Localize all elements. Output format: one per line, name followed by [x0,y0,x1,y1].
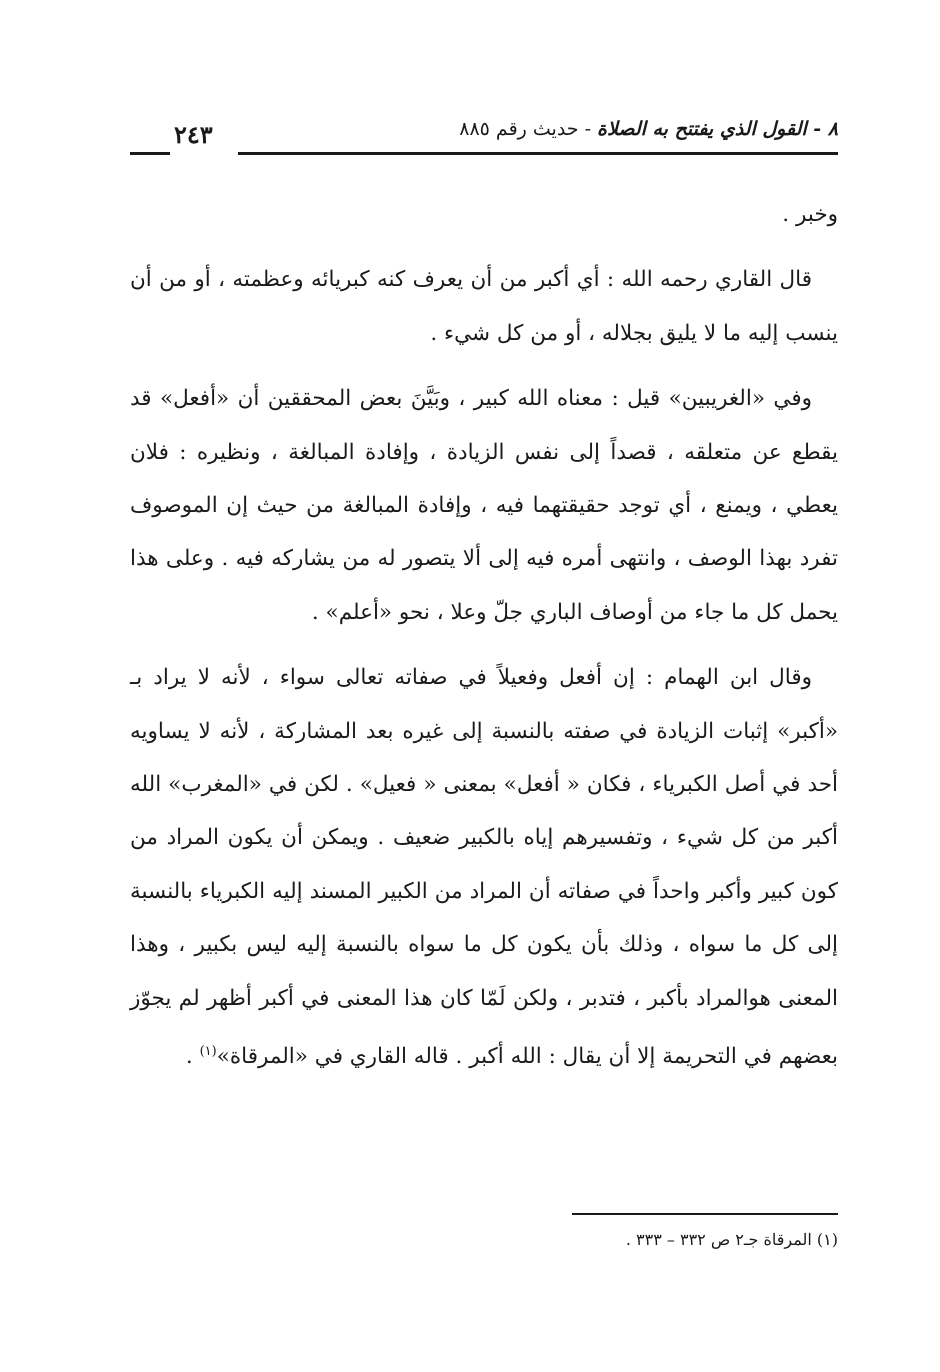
header-title [459,118,838,140]
footnote-marker: (١) [199,1044,217,1060]
paragraph-2: قال القاري رحمه الله : أي أكبر من أن يعرف كنه كبريائه وعظمته ، أو من أن ينسب إليه ما لا يليق بجلاله ، أو من كل شيء . [130,267,838,346]
paragraph-3: وفي «الغريبين» قيل : معناه الله كبير ، وبَيَّنَ بعض المحققين أن «أفعل» قد يقطع عن متعلقه ، قصداً إلى نفس الزيادة ، وإفادة المبالغة ، ونظيره : فلان يعطي ، ويمنع ، أي توجد حقيقتهما فيه ، وإفادة المبالغة من حيث إن الموصوف تفرد بهذا الوصف ، وانتهى أمره فيه إلى ألا يتصور له من يشاركه فيه . وعلى هذا يحمل كل ما جاء من أوصاف الباري جلّ وعلا ، نحو «أعلم» . [130,386,838,625]
running-header [130,118,838,158]
body-text [130,188,838,1084]
closing-period: . [185,1044,200,1070]
footnote-rule [572,1213,838,1215]
hadith-reference: - حديث رقم ٨٨٥ [459,118,598,140]
paragraph-1: وخبر . [782,202,838,227]
paragraph-4 [130,651,838,1083]
page-number: ٢٤٣ [174,120,213,149]
chapter-title: ٨ - القول الذي يفتتح به الصلاة [597,118,838,140]
footnote: (١) المرقاة جـ٢ ص ٣٣٢ – ٣٣٣ . [625,1230,838,1249]
paragraph-4-text: وقال ابن الهمام : إن أفعل وفعيلاً في صفاته تعالى سواء ، لأنه لا يراد بـ «أكبر» إثبات الزيادة في صفته بالنسبة إلى غيره بعد المشاركة ، لأنه لا يساويه أحد في أصل الكبرياء ، فكان « أفعل» بمعنى « فعيل» . لكن في «المغرب» الله أكبر من كل شيء ، وتفسيرهم إياه بالكبير ضعيف . ويمكن أن يكون المراد من كون كبير وأكبر واحداً في صفاته أن المراد من الكبير المسند إليه الكبرياء بالنسبة إلى كل ما سواه ، وذلك بأن يكون كل ما سواه بالنسبة إليه ليس بكبير ، وهذا المعنى هوالمراد بأكبر ، فتدبر ، ولكن لَمّا كان هذا المعنى في أكبر أظهر لم يجوّز بعضهم في التحريمة إلا أن يقال : الله أكبر . قاله القاري في «المرقاة» [130,665,838,1070]
page-number-rule [130,152,170,155]
header-rule [238,152,838,155]
